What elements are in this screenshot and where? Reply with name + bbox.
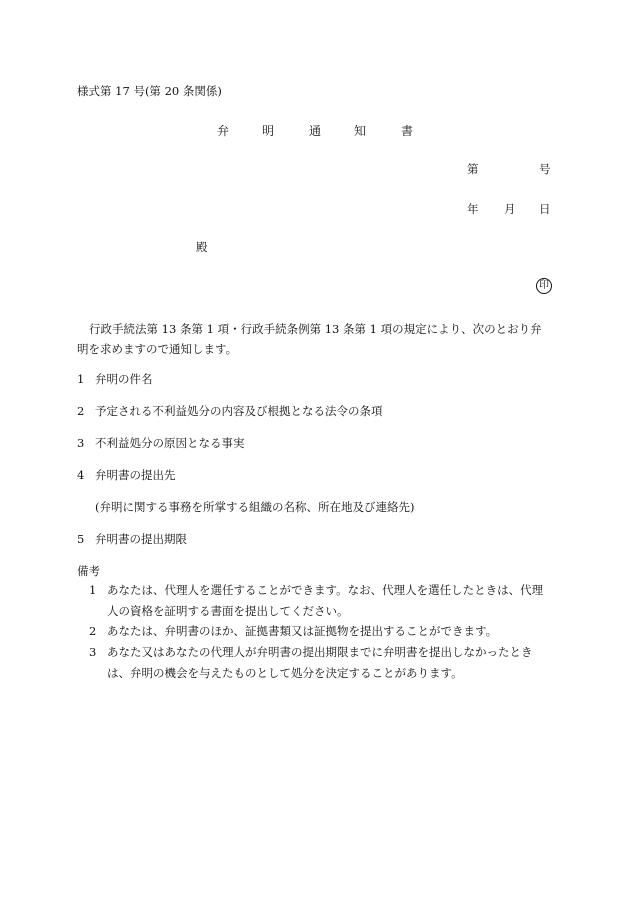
date-year-label: 年 [467, 202, 479, 216]
remark-text [107, 642, 553, 684]
issue-number-suffix: 号 [539, 162, 551, 176]
item-number: 2 [77, 404, 85, 418]
remark-number: 1 [89, 583, 97, 597]
body-paragraph: 行政手続法第 13 条第 1 項・行政手続条例第 13 条第 1 項の規定により、次のとおり弁明を求めますので通知します。 [77, 322, 542, 356]
item-label: 不利益処分の原因となる事実 [95, 436, 245, 450]
title-char: 弁 [217, 124, 230, 138]
remark-text [107, 580, 553, 622]
issue-number-prefix: 第 [467, 162, 479, 176]
remark-line: は、弁明の機会を与えたものとして処分を決定することがあります。 [107, 666, 463, 680]
remark-text [107, 621, 553, 642]
remark-number: 2 [89, 624, 97, 638]
remark-number: 3 [89, 645, 97, 659]
item-label: 弁明の件名 [95, 372, 153, 386]
item-label: 弁明書の提出先 [95, 468, 176, 482]
addressee-honorific: 殿 [196, 240, 208, 254]
remark-line: あなたは、弁明書のほか、証拠書類又は証拠物を提出することができます。 [107, 624, 498, 638]
date-day-label: 日 [539, 202, 551, 216]
item-number: 3 [77, 436, 85, 450]
item-label: 弁明書の提出期限 [95, 532, 187, 546]
remark-line: あなたは、代理人を選任することができます。なお、代理人を選任したときは、代理 [107, 583, 544, 597]
remark-line: 人の資格を証明する書面を提出してください。 [107, 604, 349, 618]
remarks-heading: 備考 [77, 564, 100, 578]
title-char: 明 [262, 124, 275, 138]
form-number: 様式第 17 号(第 20 条関係) [77, 84, 222, 98]
item-label: 予定される不利益処分の内容及び根拠となる法令の条項 [95, 404, 383, 418]
title-char: 通 [309, 124, 322, 138]
date-month-label: 月 [504, 202, 516, 216]
item-number: 1 [77, 372, 85, 386]
seal-mark-icon: 印 [536, 278, 552, 294]
item-number: 5 [77, 532, 85, 546]
title-char: 書 [401, 124, 414, 138]
item-4-note: (弁明に関する事務を所掌する組織の名称、所在地及び連絡先) [95, 500, 415, 514]
title-char: 知 [354, 124, 367, 138]
item-number: 4 [77, 468, 85, 482]
remark-line: あなた又はあなたの代理人が弁明書の提出期限までに弁明書を提出しなかったとき [107, 645, 533, 659]
